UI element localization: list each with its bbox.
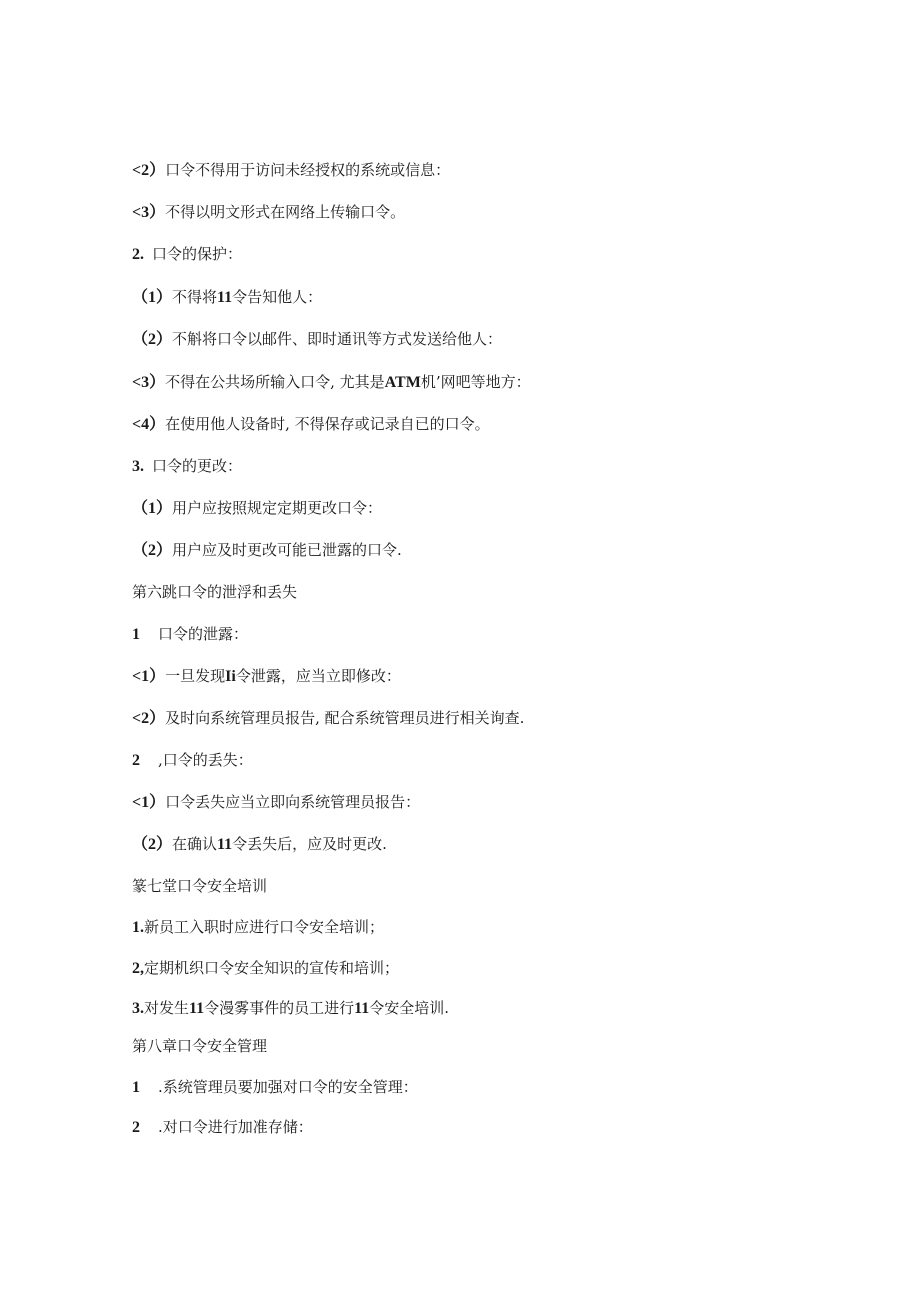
item-number: 3. xyxy=(132,458,144,475)
item-number: 1. xyxy=(132,919,144,936)
list-item xyxy=(132,160,450,181)
section-heading xyxy=(132,750,253,771)
section-heading xyxy=(132,456,242,477)
bold-fragment: 11 xyxy=(217,836,233,853)
item-text: 令泄露，应当立即修改： xyxy=(235,667,401,685)
item-number: （2） xyxy=(132,542,173,559)
item-text: 第八章口令安全管理 xyxy=(132,1037,268,1055)
item-number: 1 xyxy=(132,626,140,643)
bold-fragment: Ii xyxy=(225,668,236,685)
item-number: 2 xyxy=(132,752,140,769)
item-text: 篆七堂口令安全培训 xyxy=(132,877,268,895)
item-text: 令丢失后，应及时更改. xyxy=(232,835,387,853)
list-item xyxy=(132,958,399,979)
item-text: 一旦发现 xyxy=(165,667,226,685)
list-item xyxy=(132,414,490,435)
item-number: <1） xyxy=(132,794,166,811)
list-item xyxy=(132,1117,313,1138)
item-text: 不得以明文形式在网络上传输口令。 xyxy=(165,203,406,221)
item-text: 第六跳口令的泄浮和丢失 xyxy=(132,583,298,601)
item-text: 用户应及时更改可能已泄露的口令. xyxy=(172,541,402,559)
item-text: 在使用他人设备时, 不得保存或记录自已的口令。 xyxy=(165,415,490,433)
item-number: <3） xyxy=(132,204,166,221)
item-number: 1 xyxy=(132,1079,140,1096)
bold-fragment: ATM xyxy=(384,374,421,391)
list-item xyxy=(132,202,405,223)
item-text: 令安全培训. xyxy=(369,999,450,1017)
item-text: 不得将 xyxy=(172,288,218,306)
chapter-heading xyxy=(132,876,267,896)
list-item xyxy=(132,329,502,350)
item-text: 用户应按照规定定期更改口令： xyxy=(172,499,383,517)
item-text: 口令的泄露： xyxy=(158,625,249,643)
list-item xyxy=(132,792,420,813)
list-item xyxy=(132,708,524,729)
list-item xyxy=(132,834,387,855)
item-number: 2 xyxy=(132,1119,140,1136)
item-number: （1） xyxy=(132,289,173,306)
item-text: ,口令的丢失： xyxy=(158,751,253,769)
list-item xyxy=(132,666,401,687)
item-text: 在确认 xyxy=(172,835,218,853)
item-text: 口令不得用于访问未经授权的系统或信息： xyxy=(165,161,451,179)
list-item xyxy=(132,917,384,938)
list-item xyxy=(132,540,402,561)
item-number: 3. xyxy=(132,1000,144,1017)
item-number: <1） xyxy=(132,668,166,685)
item-text: 机’网吧等地方： xyxy=(420,373,531,391)
bold-fragment: 11 xyxy=(354,1000,370,1017)
item-text: 口令丢失应当立即向系统管理员报告： xyxy=(165,793,421,811)
item-number: <4） xyxy=(132,416,166,433)
item-number: 2, xyxy=(132,960,144,977)
item-text: 对发生 xyxy=(144,999,190,1017)
item-text: 令告知他人： xyxy=(232,288,323,306)
item-number: <3） xyxy=(132,374,166,391)
chapter-heading xyxy=(132,582,297,602)
item-number: <2） xyxy=(132,162,166,179)
item-text: 口令的更改： xyxy=(152,457,243,475)
item-number: （2） xyxy=(132,331,173,348)
item-text: 定期机织口令安全知识的宣传和培训； xyxy=(144,959,400,977)
item-text: 新员工入职时应进行口令安全培训； xyxy=(144,918,385,936)
bold-fragment: 11 xyxy=(189,1000,205,1017)
list-item xyxy=(132,498,382,519)
item-text: 及时向系统管理员报告, 配合系统管理员进行相关询查. xyxy=(165,709,525,727)
section-heading xyxy=(132,624,248,645)
item-text: 不斛将口令以邮件、即时通讯等方式发送给他人： xyxy=(172,330,503,348)
list-item xyxy=(132,287,322,308)
item-text: 不得在公共场所输入口令, 尤其是 xyxy=(165,373,385,391)
list-item xyxy=(132,1077,418,1098)
item-text: 令漫雾事件的员工进行 xyxy=(204,999,355,1017)
item-text: 口令的保护： xyxy=(152,245,243,263)
section-heading xyxy=(132,244,242,265)
item-number: （2） xyxy=(132,836,173,853)
item-number: <2） xyxy=(132,710,166,727)
item-text: .系统管理员要加强对口令的安全管理： xyxy=(158,1078,418,1096)
item-number: 2. xyxy=(132,246,144,263)
item-number: （1） xyxy=(132,500,173,517)
bold-fragment: 11 xyxy=(217,289,233,306)
list-item xyxy=(132,372,531,393)
item-text: .对口令进行加准存储： xyxy=(158,1118,313,1136)
list-item xyxy=(132,998,449,1019)
chapter-heading xyxy=(132,1036,267,1056)
